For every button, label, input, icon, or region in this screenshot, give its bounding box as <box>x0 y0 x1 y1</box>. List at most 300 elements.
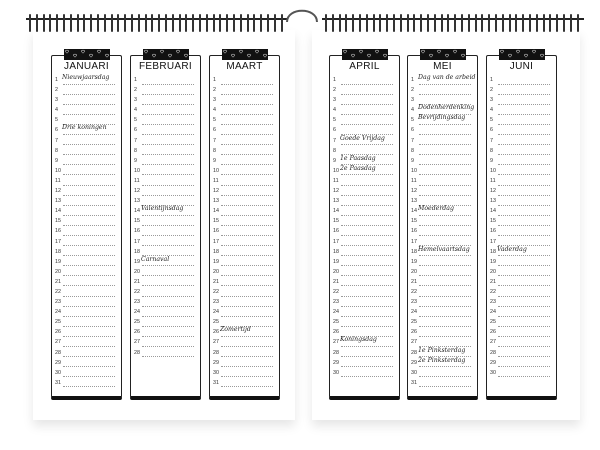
day-row[interactable] <box>408 157 477 167</box>
day-row[interactable] <box>52 137 121 147</box>
day-row[interactable] <box>131 167 200 177</box>
day-row[interactable] <box>52 288 121 298</box>
day-row[interactable] <box>487 349 556 359</box>
day-row[interactable] <box>487 278 556 288</box>
day-row[interactable] <box>210 106 279 116</box>
day-number: 18 <box>333 248 339 255</box>
day-row[interactable] <box>487 308 556 318</box>
day-row[interactable] <box>210 338 279 348</box>
day-row[interactable] <box>131 298 200 308</box>
dotted-writing-line <box>63 134 115 135</box>
spiral-loop <box>454 14 456 32</box>
day-number: 12 <box>134 188 140 195</box>
dotted-writing-line <box>498 215 550 216</box>
day-number: 24 <box>411 309 417 316</box>
day-row[interactable] <box>408 369 477 379</box>
dotted-writing-line <box>142 104 194 105</box>
heart-tape-pattern <box>420 49 466 60</box>
day-row[interactable] <box>210 157 279 167</box>
day-number: 8 <box>333 147 336 154</box>
day-number: 2 <box>55 87 58 94</box>
dotted-writing-line <box>419 215 471 216</box>
day-row[interactable] <box>330 278 399 288</box>
day-row[interactable] <box>210 187 279 197</box>
day-row[interactable] <box>210 137 279 147</box>
day-row[interactable] <box>131 217 200 227</box>
day-row[interactable] <box>408 245 477 258</box>
dotted-writing-line <box>498 154 550 155</box>
day-row[interactable] <box>52 379 121 389</box>
day-row[interactable] <box>131 137 200 147</box>
month-title: JUNI <box>509 61 534 72</box>
day-row[interactable] <box>131 207 200 217</box>
day-row[interactable] <box>52 318 121 328</box>
spiral-loop <box>131 14 133 32</box>
day-number: 27 <box>333 339 339 346</box>
day-row[interactable] <box>52 167 121 177</box>
day-row[interactable] <box>487 116 556 126</box>
dotted-writing-line <box>341 195 393 196</box>
day-number: 30 <box>55 369 61 376</box>
day-row[interactable] <box>487 359 556 369</box>
day-number: 23 <box>134 299 140 306</box>
dotted-writing-line <box>341 225 393 226</box>
dotted-writing-line <box>142 195 194 196</box>
day-row[interactable] <box>210 126 279 136</box>
day-row[interactable] <box>487 258 556 268</box>
day-row[interactable] <box>330 207 399 217</box>
spiral-binding-right <box>322 14 584 36</box>
day-row[interactable] <box>487 268 556 278</box>
day-number: 9 <box>411 157 414 164</box>
day-row[interactable] <box>330 96 399 106</box>
day-row[interactable] <box>487 288 556 298</box>
day-number: 10 <box>490 167 496 174</box>
day-row[interactable] <box>487 86 556 96</box>
day-number: 19 <box>333 258 339 265</box>
day-number: 3 <box>55 97 58 104</box>
day-row[interactable] <box>487 318 556 328</box>
day-row[interactable] <box>210 268 279 278</box>
day-row[interactable] <box>52 369 121 379</box>
day-row[interactable] <box>210 86 279 96</box>
spiral-loop <box>420 14 422 32</box>
day-row[interactable] <box>131 328 200 338</box>
day-row[interactable] <box>487 157 556 167</box>
dotted-writing-line <box>221 316 273 317</box>
spiral-loop <box>461 14 463 32</box>
dotted-writing-line <box>419 225 471 226</box>
day-row[interactable] <box>210 248 279 258</box>
day-row[interactable] <box>408 217 477 227</box>
day-row[interactable] <box>131 318 200 328</box>
dotted-writing-line <box>221 195 273 196</box>
day-row[interactable] <box>131 308 200 318</box>
day-row[interactable] <box>487 96 556 106</box>
dotted-writing-line <box>341 124 393 125</box>
day-row[interactable] <box>487 147 556 157</box>
day-row[interactable] <box>210 308 279 318</box>
day-row[interactable] <box>210 298 279 308</box>
dotted-writing-line <box>341 185 393 186</box>
day-number: 6 <box>55 127 58 134</box>
day-row[interactable] <box>52 227 121 237</box>
day-number: 14 <box>490 208 496 215</box>
day-row[interactable] <box>210 288 279 298</box>
day-row[interactable] <box>408 318 477 328</box>
day-row[interactable] <box>330 238 399 248</box>
heart-tape-pattern <box>499 49 545 60</box>
day-row[interactable] <box>487 207 556 217</box>
day-row[interactable] <box>52 268 121 278</box>
dotted-writing-line <box>341 84 393 85</box>
day-row[interactable] <box>210 177 279 187</box>
dotted-writing-line <box>63 154 115 155</box>
day-number: 12 <box>333 188 339 195</box>
day-row[interactable] <box>330 349 399 359</box>
dotted-writing-line <box>341 275 393 276</box>
day-row[interactable] <box>52 157 121 167</box>
holiday-label: Goede Vrijdag <box>340 134 385 142</box>
dotted-writing-line <box>498 94 550 95</box>
day-number: 31 <box>411 379 417 386</box>
dotted-writing-line <box>221 306 273 307</box>
day-row[interactable] <box>131 278 200 288</box>
day-number: 29 <box>213 359 219 366</box>
spiral-loop <box>359 14 361 32</box>
day-row[interactable] <box>408 177 477 187</box>
day-row[interactable] <box>210 147 279 157</box>
day-row[interactable] <box>131 349 200 359</box>
day-row[interactable] <box>330 258 399 268</box>
dotted-writing-line <box>221 134 273 135</box>
day-row[interactable] <box>52 359 121 369</box>
day-row[interactable] <box>52 106 121 116</box>
day-row[interactable] <box>210 217 279 227</box>
day-row[interactable] <box>330 76 399 86</box>
dotted-writing-line <box>498 205 550 206</box>
day-row[interactable] <box>330 86 399 96</box>
day-number: 28 <box>213 349 219 356</box>
day-row[interactable] <box>408 126 477 136</box>
day-row[interactable] <box>52 258 121 268</box>
day-row[interactable] <box>52 86 121 96</box>
day-list <box>52 76 121 389</box>
day-number: 15 <box>134 218 140 225</box>
day-number: 18 <box>411 248 417 255</box>
day-number: 16 <box>55 228 61 235</box>
day-row[interactable] <box>210 167 279 177</box>
day-row[interactable] <box>487 197 556 207</box>
day-number: 8 <box>490 147 493 154</box>
day-number: 16 <box>333 228 339 235</box>
spiral-loop <box>158 14 160 32</box>
day-row[interactable] <box>330 227 399 237</box>
day-row[interactable] <box>210 328 279 338</box>
dotted-writing-line <box>63 336 115 337</box>
day-row[interactable] <box>131 338 200 348</box>
day-row[interactable] <box>52 278 121 288</box>
spiral-loop <box>29 14 31 32</box>
washi-tape <box>222 49 268 60</box>
day-row[interactable] <box>487 126 556 136</box>
day-row[interactable] <box>487 106 556 116</box>
day-row[interactable] <box>330 359 399 369</box>
day-number: 10 <box>134 167 140 174</box>
spiral-loop <box>386 14 388 32</box>
spiral-loop <box>179 14 181 32</box>
day-row[interactable] <box>210 197 279 207</box>
day-row[interactable] <box>330 298 399 308</box>
holiday-label: Moederdag <box>418 205 454 213</box>
day-number: 26 <box>333 329 339 336</box>
day-row[interactable] <box>487 167 556 177</box>
day-number: 29 <box>490 359 496 366</box>
dotted-writing-line <box>498 265 550 266</box>
day-row[interactable] <box>131 106 200 116</box>
day-row[interactable] <box>487 227 556 237</box>
day-row[interactable] <box>408 207 477 217</box>
day-row[interactable] <box>52 328 121 338</box>
spiral-loop <box>56 14 58 32</box>
dotted-writing-line <box>341 144 393 145</box>
dotted-writing-line <box>221 245 273 246</box>
day-row[interactable] <box>131 177 200 187</box>
day-row[interactable] <box>210 207 279 217</box>
day-row[interactable] <box>52 349 121 359</box>
day-row[interactable] <box>131 96 200 106</box>
day-row[interactable] <box>131 255 200 268</box>
day-row[interactable] <box>408 278 477 288</box>
day-row[interactable] <box>408 328 477 338</box>
day-row[interactable] <box>131 157 200 167</box>
dotted-writing-line <box>63 164 115 165</box>
day-row[interactable] <box>210 227 279 237</box>
day-number: 9 <box>55 157 58 164</box>
day-number: 21 <box>134 278 140 285</box>
day-row[interactable] <box>52 187 121 197</box>
day-row[interactable] <box>487 187 556 197</box>
month-column-januari <box>51 55 122 400</box>
spiral-loop <box>138 14 140 32</box>
day-row[interactable] <box>487 328 556 338</box>
spiral-loop <box>488 14 490 32</box>
day-row[interactable] <box>52 217 121 227</box>
day-row[interactable] <box>408 356 477 369</box>
day-row[interactable] <box>487 369 556 379</box>
day-row[interactable] <box>52 76 121 86</box>
day-row[interactable] <box>131 76 200 86</box>
dotted-writing-line <box>63 296 115 297</box>
day-row[interactable] <box>330 268 399 278</box>
day-row[interactable] <box>408 258 477 268</box>
dotted-writing-line <box>221 174 273 175</box>
day-number: 28 <box>55 349 61 356</box>
day-row[interactable] <box>210 238 279 248</box>
day-number: 27 <box>490 339 496 346</box>
day-number: 18 <box>490 248 496 255</box>
day-row[interactable] <box>210 379 279 389</box>
day-number: 12 <box>411 188 417 195</box>
day-number: 27 <box>411 339 417 346</box>
day-number: 9 <box>490 157 493 164</box>
day-row[interactable] <box>487 177 556 187</box>
day-row[interactable] <box>131 288 200 298</box>
spiral-loop <box>199 14 201 32</box>
day-row[interactable] <box>408 268 477 278</box>
day-row[interactable] <box>131 126 200 136</box>
day-row[interactable] <box>52 308 121 318</box>
day-row[interactable] <box>330 116 399 126</box>
day-row[interactable] <box>487 298 556 308</box>
dotted-writing-line <box>419 285 471 286</box>
dotted-writing-line <box>63 225 115 226</box>
day-number: 29 <box>55 359 61 366</box>
day-row[interactable] <box>408 137 477 147</box>
day-row[interactable] <box>210 96 279 106</box>
day-row[interactable] <box>131 268 200 278</box>
day-row[interactable] <box>52 177 121 187</box>
dotted-writing-line <box>419 94 471 95</box>
washi-tape <box>64 49 110 60</box>
day-row[interactable] <box>52 197 121 207</box>
day-row[interactable] <box>131 238 200 248</box>
day-row[interactable] <box>330 248 399 258</box>
day-row[interactable] <box>330 338 399 348</box>
dotted-writing-line <box>341 215 393 216</box>
day-number: 5 <box>411 117 414 124</box>
day-number: 11 <box>411 177 417 184</box>
dotted-writing-line <box>498 84 550 85</box>
day-row[interactable] <box>330 177 399 187</box>
day-number: 7 <box>213 137 216 144</box>
dotted-writing-line <box>498 346 550 347</box>
day-row[interactable] <box>330 197 399 207</box>
day-number: 1 <box>55 77 58 83</box>
dotted-writing-line <box>221 386 273 387</box>
day-number: 16 <box>490 228 496 235</box>
dotted-writing-line <box>63 386 115 387</box>
day-row[interactable] <box>330 369 399 379</box>
holiday-label: 2e Paasdag <box>340 164 376 172</box>
heart-tape-pattern <box>143 49 189 60</box>
day-number: 22 <box>213 288 219 295</box>
dotted-writing-line <box>341 285 393 286</box>
day-row[interactable] <box>52 126 121 136</box>
day-number: 21 <box>333 278 339 285</box>
day-row[interactable] <box>487 217 556 227</box>
day-row[interactable] <box>131 187 200 197</box>
spiral-loop <box>43 14 45 32</box>
dotted-writing-line <box>221 346 273 347</box>
day-number: 7 <box>333 137 336 144</box>
day-number: 25 <box>411 319 417 326</box>
dotted-writing-line <box>341 326 393 327</box>
day-row[interactable] <box>52 207 121 217</box>
day-number: 21 <box>55 278 61 285</box>
day-row[interactable] <box>52 147 121 157</box>
day-list <box>330 76 399 379</box>
day-row[interactable] <box>487 338 556 348</box>
day-row[interactable] <box>210 258 279 268</box>
day-row[interactable] <box>52 248 121 258</box>
day-row[interactable] <box>330 308 399 318</box>
day-row[interactable] <box>487 245 556 258</box>
day-row[interactable] <box>330 134 399 147</box>
dotted-writing-line <box>142 215 194 216</box>
day-number: 19 <box>55 258 61 265</box>
dotted-writing-line <box>63 215 115 216</box>
day-number: 17 <box>333 238 339 245</box>
day-number: 26 <box>213 329 219 336</box>
heart-tape-pattern <box>342 49 388 60</box>
dotted-writing-line <box>142 114 194 115</box>
day-row[interactable] <box>52 338 121 348</box>
day-row[interactable] <box>408 76 477 86</box>
dotted-writing-line <box>221 285 273 286</box>
day-row[interactable] <box>210 359 279 369</box>
dotted-writing-line <box>63 94 115 95</box>
day-row[interactable] <box>210 76 279 86</box>
day-row[interactable] <box>408 147 477 157</box>
day-row[interactable] <box>52 238 121 248</box>
day-row[interactable] <box>330 164 399 177</box>
day-row[interactable] <box>408 167 477 177</box>
day-row[interactable] <box>131 227 200 237</box>
day-row[interactable] <box>131 86 200 96</box>
day-row[interactable] <box>330 288 399 298</box>
day-row[interactable] <box>408 288 477 298</box>
dotted-writing-line <box>419 235 471 236</box>
day-number: 6 <box>333 127 336 134</box>
day-row[interactable] <box>408 86 477 96</box>
day-row[interactable] <box>52 298 121 308</box>
day-row[interactable] <box>408 116 477 126</box>
day-number: 12 <box>55 188 61 195</box>
dotted-writing-line <box>142 326 194 327</box>
day-row[interactable] <box>487 76 556 86</box>
day-row[interactable] <box>408 298 477 308</box>
day-number: 23 <box>55 299 61 306</box>
day-row[interactable] <box>487 137 556 147</box>
day-row[interactable] <box>330 217 399 227</box>
spiral-loop <box>185 14 187 32</box>
spiral-loop <box>145 14 147 32</box>
day-row[interactable] <box>330 318 399 328</box>
dotted-writing-line <box>142 306 194 307</box>
day-row[interactable] <box>330 187 399 197</box>
day-row[interactable] <box>330 106 399 116</box>
day-row[interactable] <box>408 227 477 237</box>
dotted-writing-line <box>63 144 115 145</box>
spiral-loop <box>219 14 221 32</box>
day-row[interactable] <box>408 187 477 197</box>
day-row[interactable] <box>52 96 121 106</box>
day-row[interactable] <box>210 369 279 379</box>
day-row[interactable] <box>210 278 279 288</box>
day-row[interactable] <box>408 308 477 318</box>
day-row[interactable] <box>131 147 200 157</box>
day-row[interactable] <box>210 116 279 126</box>
dotted-writing-line <box>221 114 273 115</box>
day-number: 10 <box>411 167 417 174</box>
day-number: 25 <box>213 319 219 326</box>
day-row[interactable] <box>131 116 200 126</box>
day-row[interactable] <box>408 379 477 389</box>
month-column-maart <box>209 55 280 400</box>
day-row[interactable] <box>210 349 279 359</box>
holiday-label: 1e Pinksterdag <box>418 346 466 354</box>
